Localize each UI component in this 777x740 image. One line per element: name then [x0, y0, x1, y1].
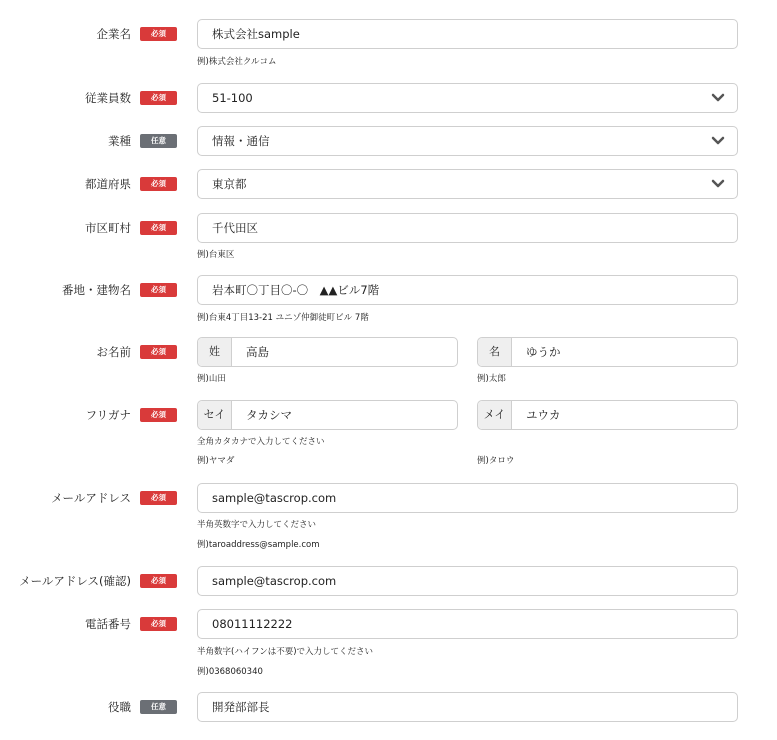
first-name-value: ゆうか [526, 345, 561, 359]
email-input[interactable]: sample@tascrop.com [197, 483, 738, 513]
first-name-input[interactable] [477, 337, 738, 367]
field-label: 従業員数 [85, 91, 131, 105]
required-badge: 必須 [140, 408, 177, 422]
select-value: 情報・通信 [212, 134, 270, 148]
field-label: 番地・建物名 [62, 283, 131, 297]
industry-select[interactable] [197, 126, 738, 156]
example-text: 例)株式会社クルコム [197, 57, 277, 67]
example-text: 例)山田 [197, 374, 226, 384]
example-text: 例)台東4丁目13-21 ユニゾ仲御徒町ビル 7階 [197, 313, 369, 323]
employees-select[interactable] [197, 83, 738, 113]
example-text: 例)taroaddress@sample.com [197, 540, 320, 550]
example-text: 例)タロウ [477, 456, 515, 466]
field-label: フリガナ [85, 408, 131, 422]
required-badge: 必須 [140, 345, 177, 359]
last-name-kana-value: タカシマ [246, 408, 292, 422]
note-text: 全角カタカナで入力してください [197, 437, 325, 447]
optional-badge: 任意 [140, 700, 177, 714]
position-input[interactable]: 開発部部長 [197, 692, 738, 722]
required-badge: 必須 [140, 91, 177, 105]
last-name-prefix: 姓 [198, 338, 232, 366]
field-label: 電話番号 [85, 617, 131, 631]
last-name-kana-prefix: セイ [198, 401, 232, 429]
example-text: 例)太郎 [477, 374, 506, 384]
company-input[interactable]: 株式会社sample [197, 19, 738, 49]
field-label: メールアドレス [51, 491, 131, 505]
prefecture-select[interactable] [197, 169, 738, 199]
select-value: 51-100 [212, 91, 253, 105]
field-label: 業種 [108, 134, 131, 148]
email-confirm-input[interactable]: sample@tascrop.com [197, 566, 738, 596]
example-text: 例)台東区 [197, 250, 235, 260]
select-value: 東京都 [212, 177, 247, 191]
field-label: お名前 [96, 345, 131, 359]
required-badge: 必須 [140, 27, 177, 41]
chevron-down-icon [711, 92, 725, 104]
first-name-kana-prefix: メイ [478, 401, 512, 429]
note-text: 半角数字(ハイフンは不要)で入力してください [197, 647, 374, 657]
field-label: 企業名 [96, 27, 131, 41]
required-badge: 必須 [140, 617, 177, 631]
required-badge: 必須 [140, 283, 177, 297]
required-badge: 必須 [140, 177, 177, 191]
first-name-prefix: 名 [478, 338, 512, 366]
last-name-value: 高島 [246, 345, 269, 359]
note-text: 半角英数字で入力してください [197, 520, 317, 530]
first-name-kana-input[interactable] [477, 400, 738, 430]
field-label: 都道府県 [85, 177, 131, 191]
field-label: メールアドレス(確認) [19, 574, 131, 588]
city-input[interactable]: 千代田区 [197, 213, 738, 243]
example-text: 例)ヤマダ [197, 456, 235, 466]
last-name-input[interactable] [197, 337, 458, 367]
first-name-kana-value: ユウカ [526, 408, 561, 422]
field-label: 市区町村 [85, 221, 131, 235]
last-name-kana-input[interactable] [197, 400, 458, 430]
required-badge: 必須 [140, 574, 177, 588]
required-badge: 必須 [140, 491, 177, 505]
chevron-down-icon [711, 178, 725, 190]
example-text: 例)0368060340 [197, 667, 263, 677]
field-label: 役職 [108, 700, 131, 714]
chevron-down-icon [711, 135, 725, 147]
optional-badge: 任意 [140, 134, 177, 148]
phone-input[interactable]: 08011112222 [197, 609, 738, 639]
required-badge: 必須 [140, 221, 177, 235]
address-input[interactable]: 岩本町〇丁目〇-〇 ▲▲ビル7階 [197, 275, 738, 305]
